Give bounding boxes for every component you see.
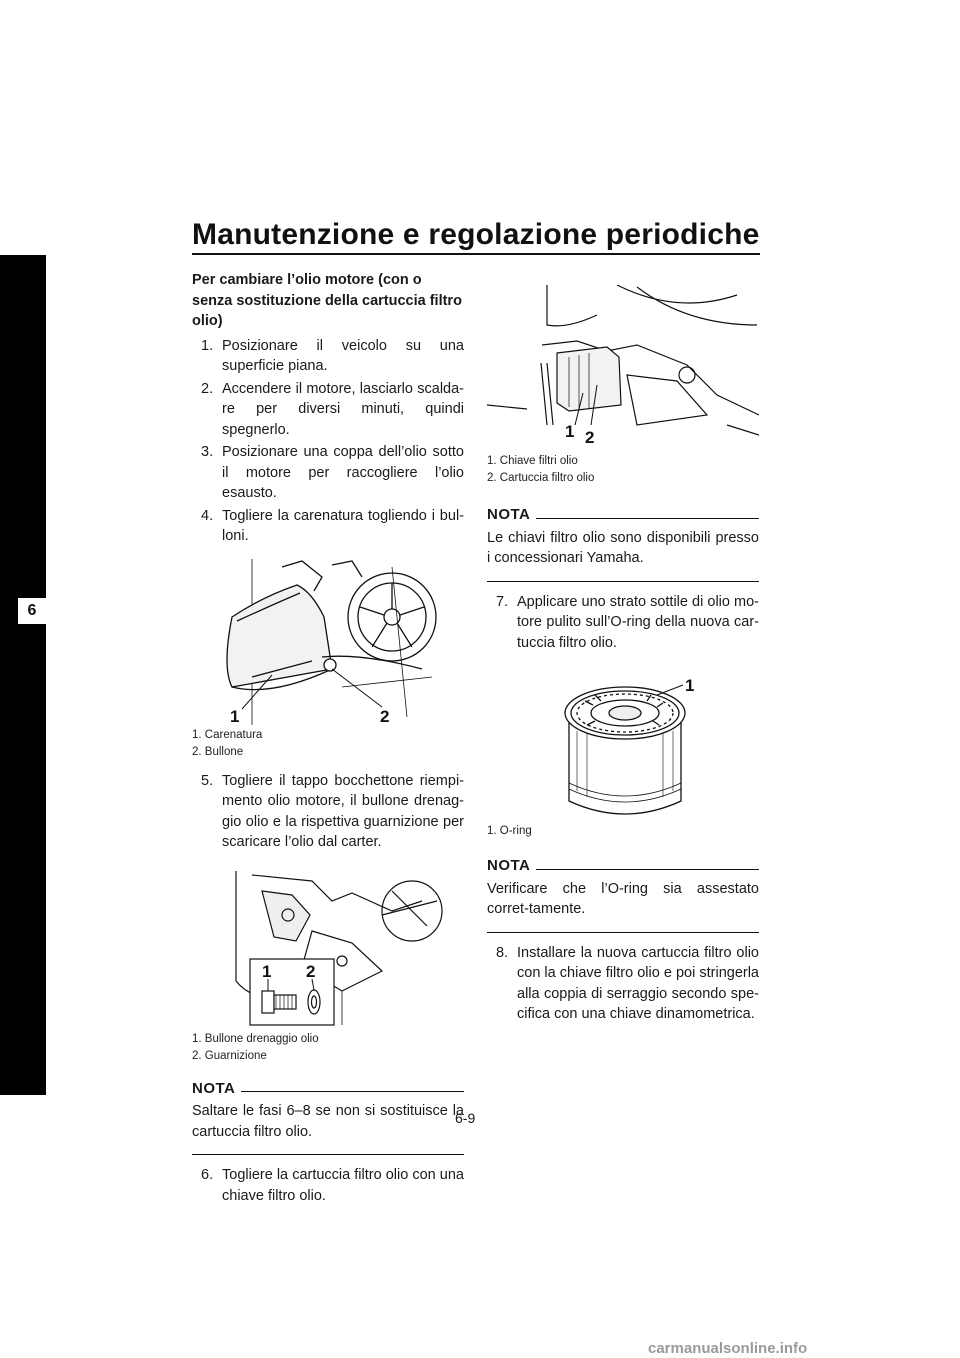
chapter-tab — [0, 255, 46, 1095]
step-text: Togliere la cartuccia filtro olio con una chiave filtro olio. — [222, 1167, 464, 1204]
note-label: NOTA — [487, 857, 531, 874]
figure-caption — [192, 727, 464, 761]
chapter-number: 6 — [18, 598, 46, 624]
caption-line: 1. Carenatura — [192, 728, 263, 741]
step-7 — [487, 592, 759, 654]
step-5 — [192, 771, 464, 853]
caption-line: 2. Cartuccia filtro olio — [487, 472, 595, 484]
note-box — [487, 505, 759, 582]
callout-1: 1 — [230, 706, 240, 725]
caption-line: 1. O-ring — [487, 825, 532, 837]
step-text: Installare la nuova cartuccia filtro olio con la chiave filtro olio e poi stringerla alla coppia di serraggio secondo spe-cifica con una chiave dinamometrica. — [517, 944, 759, 1022]
note-label: NOTA — [487, 506, 531, 523]
page-title: Manutenzione e regolazione periodiche — [192, 218, 760, 251]
step-text: Accendere il motore, lasciarlo scalda-re per diversi minuti, quindi spegnerlo. — [222, 380, 464, 438]
step-text: Posizionare una coppa dell’olio sotto il motore per raccogliere l’olio esausto. — [222, 444, 464, 501]
right-column — [487, 285, 759, 1027]
step-text: Applicare uno strato sottile di olio mo-tore pulito sull’O-ring della nuova car-tuccia filtro olio. — [517, 593, 759, 651]
figure-caption — [487, 823, 759, 840]
callout-2: 2 — [306, 961, 316, 981]
caption-line: 1. Bullone drenaggio olio — [192, 1032, 319, 1045]
step-number: 4. — [201, 507, 214, 524]
step-number: 8. — [496, 944, 509, 961]
note-end-rule — [192, 1154, 464, 1155]
figure-caption — [487, 453, 759, 487]
step-1 — [192, 336, 464, 377]
figure-fairing — [192, 557, 464, 761]
watermark: carmanualsonline.info — [648, 1340, 808, 1357]
callout-2: 2 — [380, 706, 390, 725]
callout-1: 1 — [565, 422, 575, 441]
step-2 — [192, 379, 464, 441]
note-end-rule — [487, 581, 759, 582]
note-rule — [241, 1091, 464, 1092]
step-text: Posizionare il veicolo su una superficie piana. — [222, 337, 464, 374]
title-rule — [192, 253, 760, 255]
note-end-rule — [487, 932, 759, 933]
note-box — [487, 856, 759, 933]
step-6 — [192, 1165, 464, 1206]
note-rule — [536, 518, 759, 519]
note-label: NOTA — [192, 1079, 236, 1097]
caption-line: 1. Chiave filtri olio — [487, 455, 578, 467]
callout-2: 2 — [585, 428, 595, 445]
section-heading: Per cambiare l’olio motore (con o senza sostituzione della cartuccia filtro olio) — [192, 272, 462, 329]
step-number: 6. — [201, 1167, 214, 1183]
note-box — [192, 1079, 464, 1156]
oil-filter-illustration — [487, 671, 759, 821]
step-8 — [487, 943, 759, 1025]
step-number: 5. — [201, 772, 214, 789]
caption-line: 2. Guarnizione — [192, 1049, 267, 1062]
fairing-illustration — [192, 557, 464, 725]
figure-oil-filter — [487, 671, 759, 840]
left-column — [192, 270, 464, 1208]
note-rule — [536, 869, 759, 870]
step-text: Togliere la carenatura togliendo i bul-loni. — [222, 507, 464, 544]
callout-1: 1 — [262, 961, 272, 981]
page-number: 6-9 — [455, 1110, 476, 1126]
filter-wrench-illustration — [487, 285, 759, 445]
note-text: Le chiavi filtro olio sono disponibili presso i concessionari Yamaha. — [487, 529, 759, 566]
note-text: Verificare che l’O-ring sia assestato corret-tamente. — [487, 880, 759, 917]
note-text: Saltare le fasi 6–8 se non si sostituisce la cartuccia filtro olio. — [192, 1103, 464, 1140]
step-number: 1. — [201, 337, 214, 354]
step-number: 7. — [496, 593, 509, 610]
figure-caption — [192, 1031, 464, 1065]
drain-bolt-illustration — [192, 871, 464, 1029]
caption-line: 2. Bullone — [192, 745, 244, 758]
step-4 — [192, 506, 464, 547]
step-number: 3. — [201, 444, 214, 460]
figure-drain-bolt — [192, 871, 464, 1065]
step-3 — [192, 442, 464, 504]
step-number: 2. — [201, 380, 214, 397]
figure-filter-wrench — [487, 285, 759, 487]
callout-1: 1 — [685, 676, 695, 695]
step-text: Togliere il tappo bocchettone riempi-mento olio motore, il bullone drenag-gio olio e la rispettiva guarnizione per scaricare l’olio dal carter. — [222, 772, 464, 850]
